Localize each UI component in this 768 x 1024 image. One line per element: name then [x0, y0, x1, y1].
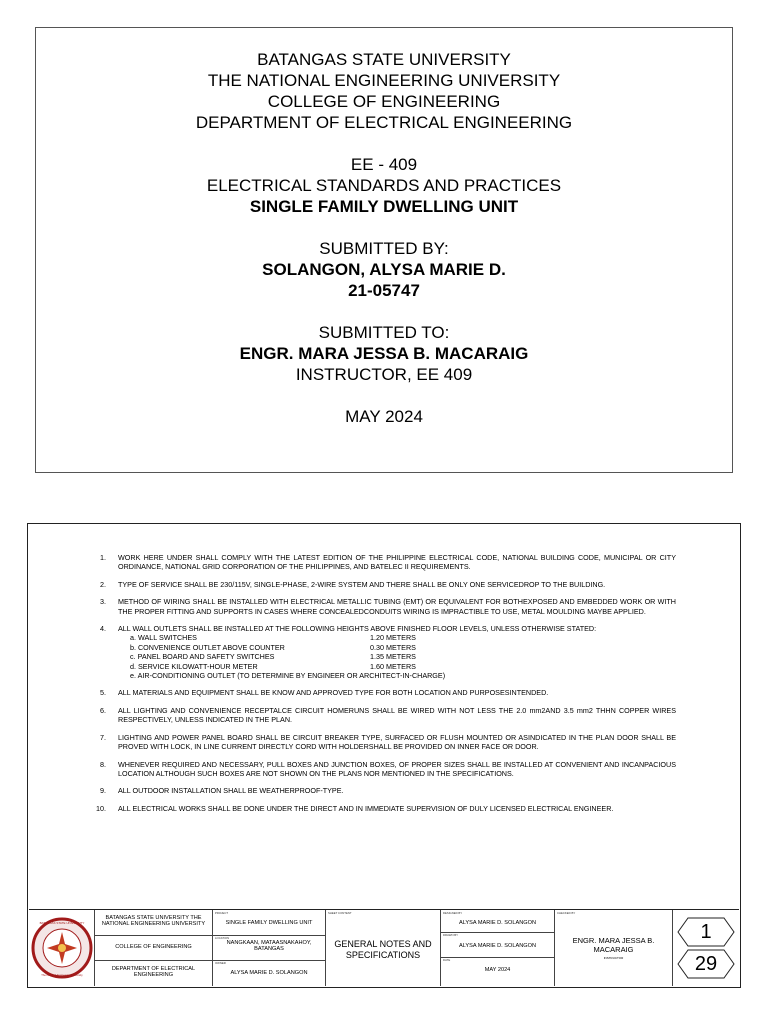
- note-number: 10.: [96, 803, 106, 813]
- note-item: [86, 706, 676, 725]
- cover-date: MAY 2024: [345, 407, 423, 426]
- note-item: [86, 553, 676, 572]
- tb-university: BATANGAS STATE UNIVERSITY THE NATIONAL ENGINEERING UNIVERSITY: [101, 915, 206, 927]
- note-text: METHOD OF WIRING SHALL BE INSTALLED WITH ELECTRICAL METALLIC TUBING (EMT) OR EQUIVALENT FOR BOTHEXPOSED AND EMBEDDED WORK OR WITH THE PROPER FITTING AND SUPPORTS IN CASES WHERE CONCEALEDCONDUITS WIRING IS IMPRACTIBLE TO USE, METAL MOULDING MAYBE APPLIED.: [118, 597, 676, 616]
- height-row: [118, 662, 676, 671]
- height-value: 1.20 METERS: [370, 633, 416, 643]
- tb-project: SINGLE FAMILY DWELLING UNIT: [225, 920, 313, 926]
- drawing-sheet: [27, 523, 741, 988]
- note-item: [86, 804, 676, 813]
- sheet-number: 1: [700, 921, 712, 943]
- note-text: ALL WALL OUTLETS SHALL BE INSTALLED AT THE FOLLOWING HEIGHTS ABOVE FINISHED FLOOR LEVELS, UNLESS OTHERWISE STATED:: [118, 624, 597, 634]
- note-text: ALL LIGHTING AND CONVENIENCE RECEPTALCE CIRCUIT HOMERUNS SHALL BE WIRED WITH NOT LESS THE 2.0 mm2AND 3.5 mm2 THHN COPPER WIRES RESPECTIVELY, UNLESS INDICATED IN THE PLAN.: [118, 705, 676, 725]
- note-item: [86, 760, 676, 779]
- tb-checked-by: ENGR. MARA JESSA B. MACARAIG: [572, 936, 655, 954]
- note-text: TYPE OF SERVICE SHALL BE 230/115V, SINGLE-PHASE, 2-WIRE SYSTEM AND THERE SHALL BE ONLY ONE SERVICEDROP TO THE BUILDING.: [118, 579, 606, 589]
- height-item: e. AIR-CONDITIONING OUTLET (TO DETERMINE BY ENGINEER OR ARCHITECT-IN-CHARGE): [130, 671, 446, 681]
- university-name: BATANGAS STATE UNIVERSITY: [257, 50, 511, 69]
- college-name: COLLEGE OF ENGINEERING: [267, 92, 501, 111]
- general-notes: [86, 553, 676, 821]
- note-number: 5.: [100, 688, 106, 698]
- tb-date: MAY 2024: [484, 967, 511, 973]
- svg-text:The National Engineering Unive: The National Engineering University: [41, 974, 83, 977]
- svg-text:BATANGAS STATE UNIVERSITY: BATANGAS STATE UNIVERSITY: [39, 921, 85, 925]
- sheet-number-cell: [673, 910, 739, 986]
- student-id: 21-05747: [348, 281, 420, 300]
- checked-by-cell: CHECKED BY ENGR. MARA JESSA B. MACARAIG INSTRUCTOR: [555, 910, 673, 986]
- height-value: 0.30 METERS: [370, 642, 416, 652]
- department-name: DEPARTMENT OF ELECTRICAL ENGINEERING: [195, 113, 573, 132]
- tb-checked-role: INSTRUCTOR: [603, 956, 624, 960]
- note-number: 6.: [100, 705, 106, 715]
- note-item: [86, 597, 676, 616]
- instructor-role: INSTRUCTOR, EE 409: [295, 365, 473, 384]
- tb-owner: ALYSA MARIE D. SOLANGON: [230, 970, 308, 976]
- note-text: LIGHTING AND POWER PANEL BOARD SHALL BE CIRCUIT BREAKER TYPE, SURFACED OR FLUSH MOUNTED OR ASINDICATED IN THE PLAN DOOR SHALL BE PROVED WITH LOCK, IN LINE CURRENT DIRECTLY CORD WITH HOLDERSHALL BE PROVIDED ON INNER FACE OR DOOR.: [118, 732, 676, 752]
- height-item: a. WALL SWITCHES: [130, 633, 197, 643]
- sheet-content-cell: SHEET CONTENT GENERAL NOTES AND SPECIFICATIONS: [326, 910, 441, 986]
- height-item: d. SERVICE KILOWATT-HOUR METER: [130, 661, 258, 671]
- cover-page: [35, 27, 733, 473]
- note-item: [86, 580, 676, 589]
- course-code: EE - 409: [350, 155, 418, 174]
- title-block: [29, 909, 739, 986]
- note-text: WORK HERE UNDER SHALL COMPLY WITH THE LATEST EDITION OF THE PHILIPPINE ELECTRICAL CODE, NATIONAL BUILDING CODE, MUNICIPAL OR CITY ORDINANCE, NATIONAL GRID CORPORATION OF THE PHILIPPINES, AND BATELEC II REQUIREMENTS.: [118, 553, 676, 572]
- note-number: 9.: [100, 786, 106, 796]
- note-text: WHENEVER REQUIRED AND NECESSARY, PULL BOXES AND JUNCTION BOXES, OF PROPER SIZES SHALL BE INSTALLED AT CONVENIENT AND INCANPACIOUS LOCATION ALTHOUGH SUCH BOXES ARE NOT SHOWN ON THE PLANS NOR MENTIONED IN THE SPECIFICATIONS.: [118, 759, 676, 778]
- tb-location: NANGKAAN, MATAASNAKAHOY, BATANGAS: [226, 940, 312, 952]
- tb-department: DEPARTMENT OF ELECTRICAL ENGINEERING: [111, 966, 196, 978]
- height-row: [118, 643, 676, 652]
- project-title: SINGLE FAMILY DWELLING UNIT: [249, 197, 519, 216]
- height-item: b. CONVENIENCE OUTLET ABOVE COUNTER: [130, 642, 285, 652]
- submitted-to-label: SUBMITTED TO:: [318, 323, 450, 342]
- height-value: 1.35 METERS: [370, 652, 416, 662]
- student-name: SOLANGON, ALYSA MARIE D.: [262, 260, 506, 279]
- total-sheets: 29: [694, 953, 718, 975]
- height-item: c. PANEL BOARD AND SAFETY SWITCHES: [130, 652, 275, 662]
- note-number: 3.: [100, 597, 106, 607]
- note-item: [86, 786, 676, 795]
- height-row: [118, 671, 676, 680]
- tb-college: COLLEGE OF ENGINEERING: [115, 944, 192, 950]
- submitted-by-label: SUBMITTED BY:: [319, 239, 449, 258]
- height-row: [118, 652, 676, 661]
- note-number: 1.: [100, 553, 106, 562]
- note-text: ALL OUTDOOR INSTALLATION SHALL BE WEATHERPROOF-TYPE.: [118, 786, 344, 796]
- seal-cell: [29, 910, 95, 986]
- note-number: 4.: [100, 624, 106, 634]
- course-title: ELECTRICAL STANDARDS AND PRACTICES: [206, 176, 562, 195]
- university-info-cell: [95, 910, 213, 986]
- note-number: 8.: [100, 759, 106, 769]
- note-item: [86, 624, 676, 680]
- university-tagline: THE NATIONAL ENGINEERING UNIVERSITY: [207, 71, 561, 90]
- tb-sheet-title: GENERAL NOTES AND SPECIFICATIONS: [334, 939, 432, 960]
- university-seal-icon: [29, 910, 95, 986]
- note-number: 7.: [100, 732, 106, 742]
- tb-drawn-by: ALYSA MARIE D. SOLANGON: [459, 943, 536, 949]
- note-text: ALL MATERIALS AND EQUIPMENT SHALL BE KNOW AND APPROVED TYPE FOR BOTH LOCATION AND PURPOSESINTENDED.: [118, 688, 549, 698]
- tb-designed-by: ALYSA MARIE D. SOLANGON: [459, 920, 536, 926]
- note-item: [86, 733, 676, 752]
- note-text: ALL ELECTRICAL WORKS SHALL BE DONE UNDER THE DIRECT AND IN IMMEDIATE SUPERVISION OF DULY LICENSED ELECTRICAL ENGINEER.: [118, 803, 614, 813]
- note-number: 2.: [100, 579, 106, 589]
- project-info-cell: PROJECT SINGLE FAMILY DWELLING UNIT LOCATION NANGKAAN, MATAASNAKAHOY, BATANGAS OWNER ALYSA MARIE D. SOLANGON: [213, 910, 326, 986]
- instructor-name: ENGR. MARA JESSA B. MACARAIG: [239, 344, 529, 363]
- note-item: [86, 688, 676, 697]
- height-value: 1.60 METERS: [370, 661, 416, 671]
- height-row: [118, 633, 676, 642]
- credits-cell: DESIGNED BY ALYSA MARIE D. SOLANGON DRAWN BY ALYSA MARIE D. SOLANGON DATE MAY 2024: [441, 910, 555, 986]
